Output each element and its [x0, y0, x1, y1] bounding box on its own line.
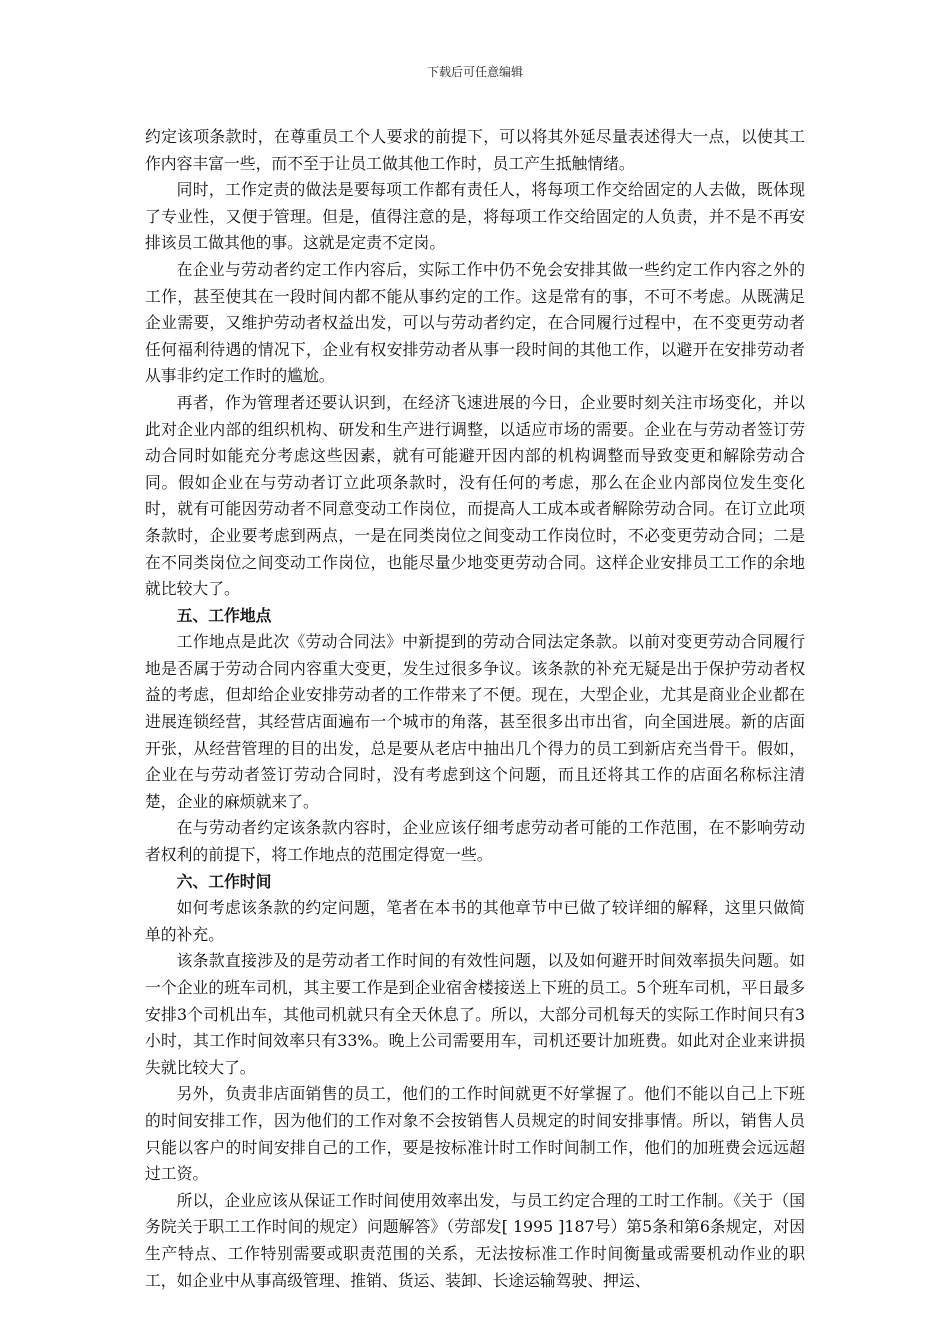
body-paragraph: 同时，工作定责的做法是要每项工作都有责任人，将每项工作交给固定的人去做，既体现了专业性，又便于管理。但是，值得注意的是，将每项工作交给固定的人负责，并不是不再安排该员工做其他的事。这就是定责不定岗。 — [145, 180, 805, 253]
body-paragraph: 如何考虑该条款的约定问题，笔者在本书的其他章节中已做了较详细的解释，这里只做简单的补充。 — [145, 898, 805, 944]
page-header-note: 下载后可任意编辑 — [426, 65, 523, 79]
body-paragraph: 工作地点是此次《劳动合同法》中新提到的劳动合同法定条款。以前对变更劳动合同履行地是否属于劳动合同内容重大变更，发生过很多争议。该条款的补充无疑是出于保护劳动者权益的考虑，但却给企业安排劳动者的工作带来了不便。现在，大型企业，尤其是商业企业都在进展连锁经营，其经营店面遍布一个城市的角落，甚至很多出市出省，向全国进展。新的店面开张，从经营管理的目的出发，总是要从老店中抽出几个得力的员工到新店充当骨干。假如，企业在与劳动者签订劳动合同时，没有考虑到这个问题，而且还将其工作的店面名称标注清楚，企业的麻烦就来了。 — [145, 632, 805, 811]
body-paragraph: 约定该项条款时，在尊重员工个人要求的前提下，可以将其外延尽量表述得大一点，以使其工作内容丰富一些，而不至于让员工做其他工作时，员工产生抵触情绪。 — [145, 127, 805, 173]
section-heading: 六、工作时间 — [176, 871, 272, 891]
document-body — [145, 124, 805, 1294]
body-paragraph: 再者，作为管理者还要认识到，在经济飞速进展的今日，企业要时刻关注市场变化，并以此对企业内部的组织机构、研发和生产进行调整，以适应市场的需要。企业在与劳动者签订劳动合同时如能充分考虑这些因素，就有可能避开因内部的机构调整而导致变更和解除劳动合同。假如企业在与劳动者订立此项条款时，没有任何的考虑，那么在企业内部岗位发生变化时，就有可能因劳动者不同意变动工作岗位，而提高人工成本或者解除劳动合同。在订立此项条款时，企业要考虑到两点，一是在同类岗位之间变动工作岗位时，不必变更劳动合同；二是在不同类岗位之间变动工作岗位，也能尽量少地变更劳动合同。这样企业安排员工工作的余地就比较大了。 — [145, 392, 805, 599]
body-paragraph: 在与劳动者约定该条款内容时，企业应该仔细考虑劳动者可能的工作范围，在不影响劳动者权利的前提下，将工作地点的范围定得宽一些。 — [145, 818, 805, 865]
body-paragraph: 在企业与劳动者约定工作内容后，实际工作中仍不免会安排其做一些约定工作内容之外的工作，甚至使其在一段时间内都不能从事约定的工作。这是常有的事，不可不考虑。从既满足企业需要，又维护劳动者权益出发，可以与劳动者约定，在合同履行过程中，在不变更劳动者任何福利待遇的情况下，企业有权安排劳动者从事一段时间的其他工作，以避开在安排劳动者从事非约定工作时的尴尬。 — [145, 259, 805, 386]
body-paragraph: 所以，企业应该从保证工作时间使用效率出发，与员工约定合理的工时工作制。《关于（国务院关于职工工作时间的规定）问题解答》（劳部发[ 1995 ]187号）第5条和第6条规定，对因生产特点、工作特别需要或职责范围的关系，无法按标准工作时间衡量或需要机动作业的职工，如企业中从事高级管理、推销、货运、装卸、长途运输驾驶、押运、 — [145, 1190, 805, 1290]
section-heading: 五、工作地点 — [176, 605, 272, 625]
body-paragraph: 该条款直接涉及的是劳动者工作时间的有效性问题，以及如何避开时间效率损失问题。如一个企业的班车司机，其主要工作是到企业宿舍楼接送上下班的员工。5个班车司机，平日最多安排3个司机出车，其他司机就只有全天休息了。所以，大部分司机每天的实际工作时间只有3小时，其工作时间效率只有33%。晚上公司需要用车，司机还要计加班费。如此对企业来讲损失就比较大了。 — [145, 951, 805, 1077]
body-paragraph: 另外，负责非店面销售的员工，他们的工作时间就更不好掌握了。他们不能以自己上下班的时间安排工作，因为他们的工作对象不会按销售人员规定的时间安排事情。所以，销售人员只能以客户的时间安排自己的工作，要是按标准计时工作时间制工作，他们的加班费会远远超过工资。 — [145, 1084, 805, 1184]
